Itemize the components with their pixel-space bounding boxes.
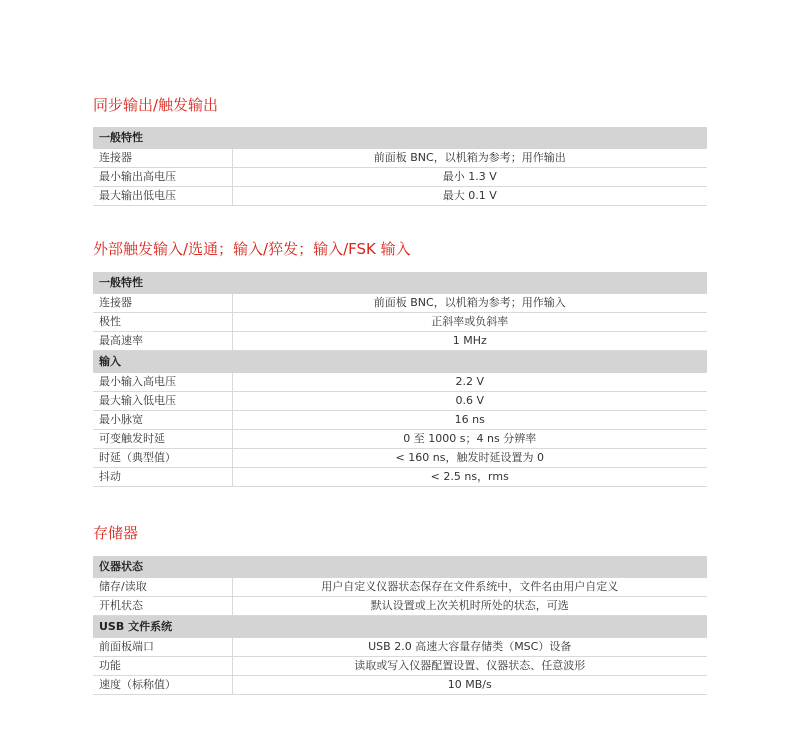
row-value: 读取或写入仪器配置设置、仪器状态、任意波形 [232,657,707,676]
row-value: 10 MB/s [232,676,707,695]
row-value: 前面板 BNC，以机箱为参考；用作输出 [232,149,707,168]
spec-table [93,556,707,695]
table-row [93,657,707,676]
row-value: 1 MHz [232,332,707,351]
row-value: 16 ns [232,411,707,430]
section-title: 外部触发输入/选通；输入/猝发；输入/FSK 输入 [93,240,411,258]
section-memory [93,523,707,695]
row-label: 抖动 [93,468,232,487]
table-row [93,638,707,657]
row-value: 0.6 V [232,392,707,411]
row-value: 最大 0.1 V [232,187,707,206]
row-value: 最小 1.3 V [232,168,707,187]
group-label: 一般特性 [93,272,707,294]
table-row [93,468,707,487]
table-row [93,449,707,468]
row-label: 最大输出低电压 [93,187,232,206]
row-label: 连接器 [93,294,232,313]
row-value: 用户自定义仪器状态保存在文件系统中，文件名由用户自定义 [232,578,707,597]
section-sync-trigger-output [93,95,707,206]
row-label: 最高速率 [93,332,232,351]
table-group-header [93,127,707,149]
table-row [93,168,707,187]
table-row [93,373,707,392]
section-title: 同步输出/触发输出 [93,96,219,114]
table-row [93,430,707,449]
row-label: 最小输出高电压 [93,168,232,187]
table-row [93,187,707,206]
row-value: 0 至 1000 s；4 ns 分辨率 [232,430,707,449]
group-label: 输入 [93,351,707,374]
row-value: USB 2.0 高速大容量存储类（MSC）设备 [232,638,707,657]
row-label: 最大输入低电压 [93,392,232,411]
row-label: 开机状态 [93,597,232,616]
row-label: 最小脉宽 [93,411,232,430]
table-group-header [93,351,707,374]
row-label: 连接器 [93,149,232,168]
table-row [93,392,707,411]
row-label: 极性 [93,313,232,332]
row-value: < 2.5 ns，rms [232,468,707,487]
table-row [93,294,707,313]
section-title: 存储器 [93,524,139,542]
table-group-header [93,272,707,294]
row-label: 功能 [93,657,232,676]
group-label: USB 文件系统 [93,616,707,639]
table-row [93,411,707,430]
table-group-header [93,556,707,578]
row-value: 前面板 BNC，以机箱为参考；用作输入 [232,294,707,313]
group-label: 仪器状态 [93,556,707,578]
spec-table [93,127,707,206]
row-value: 正斜率或负斜率 [232,313,707,332]
section-external-trigger-input [93,239,707,487]
group-label: 一般特性 [93,127,707,149]
row-label: 前面板端口 [93,638,232,657]
table-row [93,332,707,351]
row-label: 最小输入高电压 [93,373,232,392]
table-group-header [93,616,707,639]
table-row [93,597,707,616]
row-label: 储存/读取 [93,578,232,597]
row-value: 2.2 V [232,373,707,392]
spec-table [93,272,707,487]
table-row [93,313,707,332]
table-row [93,676,707,695]
row-label: 时延（典型值） [93,449,232,468]
row-value: 默认设置或上次关机时所处的状态，可选 [232,597,707,616]
row-value: < 160 ns，触发时延设置为 0 [232,449,707,468]
table-row [93,578,707,597]
row-label: 可变触发时延 [93,430,232,449]
row-label: 速度（标称值） [93,676,232,695]
table-row [93,149,707,168]
